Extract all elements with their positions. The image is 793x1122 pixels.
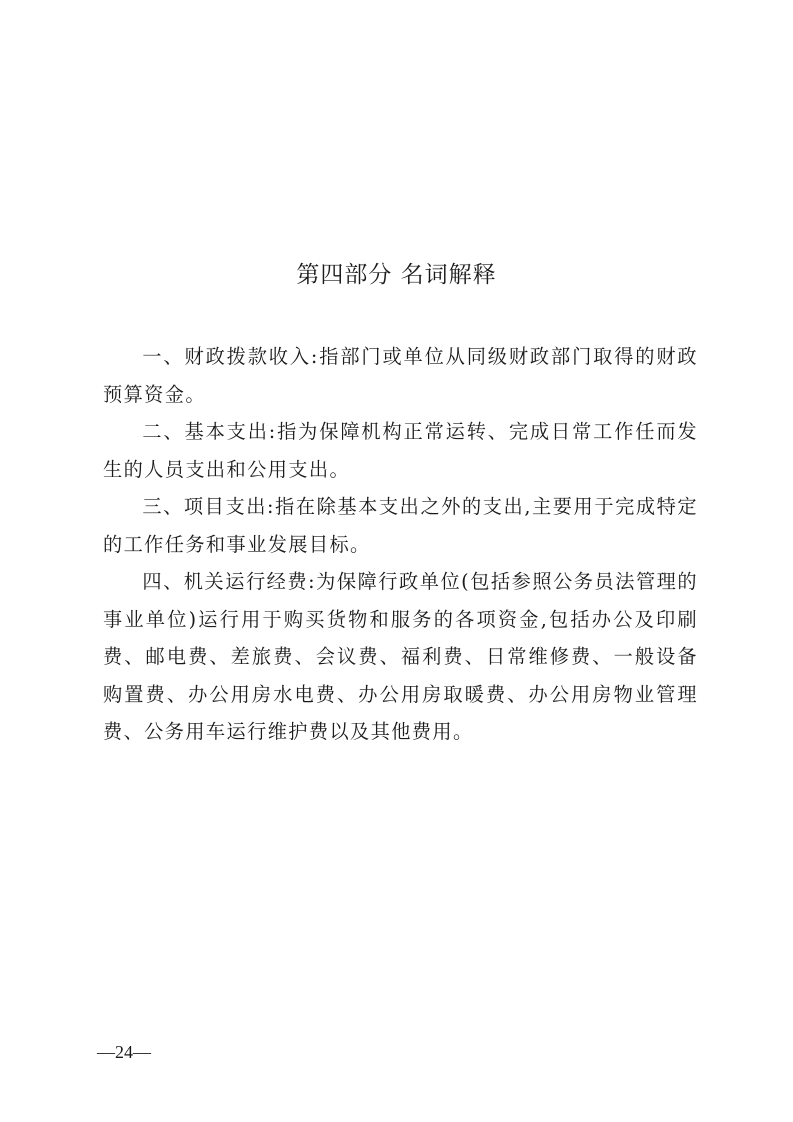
term-agency-operating-expenses: 四、机关运行经费:为保障行政单位(包括参照公务员法管理的事业单位)运行用于购买货物和服务的各项资金,包括办公及印刷费、邮电费、差旅费、会议费、福利费、日常维修费、一般设备购置费、办公用房水电费、办公用房取暖费、办公用房物业管理费、公务用车运行维护费以及其他费用。	[103, 570, 698, 743]
term-list	[103, 338, 698, 751]
page-number: —24—	[97, 1042, 151, 1062]
page-title: 第四部分 名词解释	[296, 262, 497, 288]
term-project-expenditure: 三、项目支出:指在除基本支出之外的支出,主要用于完成特定的工作任务和事业发展目标。	[103, 495, 698, 556]
term-financial-appropriation-income: 一、财政拨款收入:指部门或单位从同级财政部门取得的财政预算资金。	[103, 345, 698, 406]
term-basic-expenditure: 二、基本支出:指为保障机构正常运转、完成日常工作任而发生的人员支出和公用支出。	[103, 420, 698, 481]
